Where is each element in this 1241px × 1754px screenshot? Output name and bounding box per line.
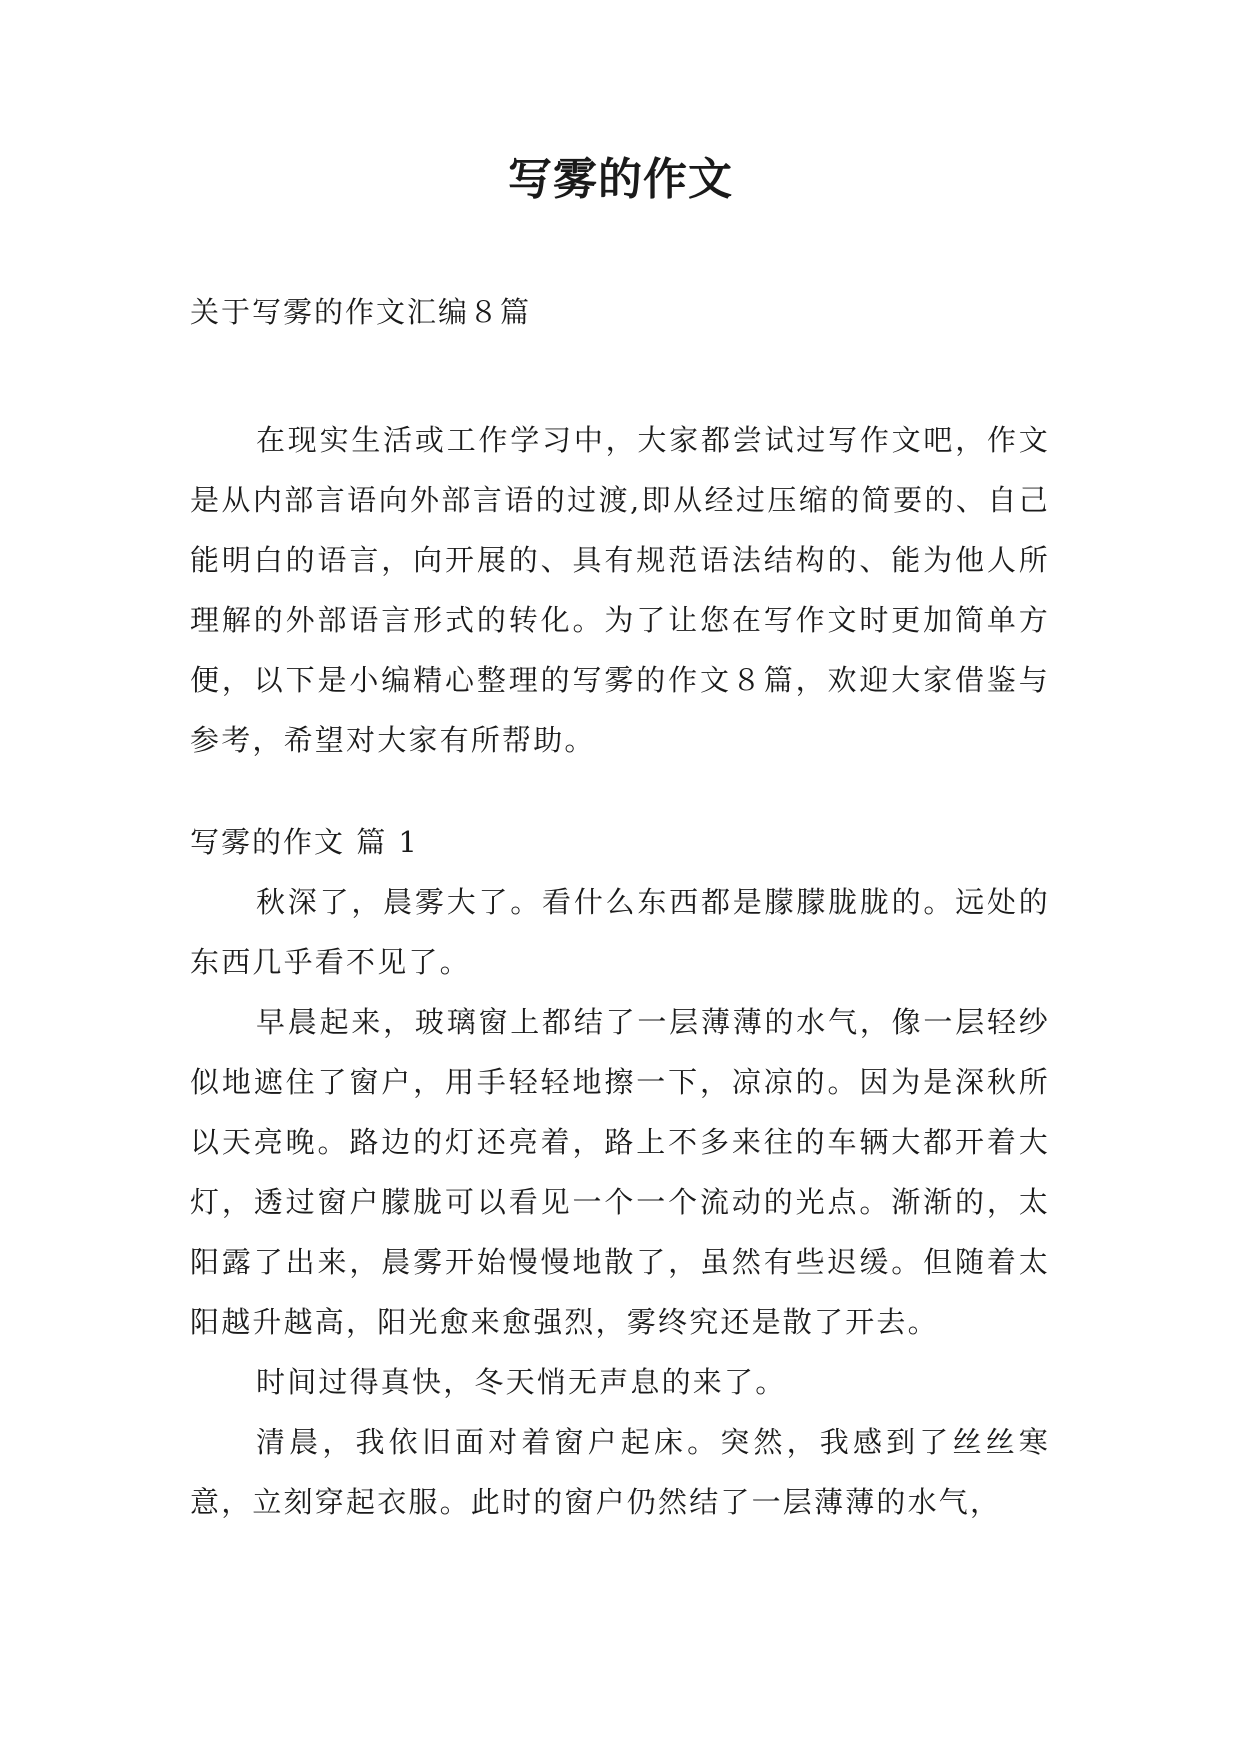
essay-paragraph: 早晨起来，玻璃窗上都结了一层薄薄的水气，像一层轻纱似地遮住了窗户，用手轻轻地擦一下，凉凉的。因为是深秋所以天亮晚。路边的灯还亮着，路上不多来往的车辆大都开着大灯，透过窗户朦胧可以看见一个一个流动的光点。渐渐的，太阳露了出来，晨雾开始慢慢地散了，虽然有些迟缓。但随着太阳越升越高，阳光愈来愈强烈，雾终究还是散了开去。 bbox=[190, 1005, 1050, 1339]
section-heading: 写雾的作文 篇 1 bbox=[190, 825, 419, 859]
essay-paragraph: 时间过得真快，冬天悄无声息的来了。 bbox=[256, 1365, 787, 1399]
document-title: 写雾的作文 bbox=[508, 154, 733, 205]
document-subtitle: 关于写雾的作文汇编８篇 bbox=[190, 295, 532, 329]
intro-paragraph: 在现实生活或工作学习中，大家都尝试过写作文吧，作文是从内部言语向外部言语的过渡,即从经过压缩的简要的、自己能明白的语言，向开展的、具有规范语法结构的、能为他人所理解的外部语言形式的转化。为了让您在写作文时更加简单方便，以下是小编精心整理的写雾的作文８篇，欢迎大家借鉴与参考，希望对大家有所帮助。 bbox=[190, 423, 1050, 757]
essay-body bbox=[190, 872, 1050, 1532]
essay-paragraph: 秋深了，晨雾大了。看什么东西都是朦朦胧胧的。远处的东西几乎看不见了。 bbox=[190, 885, 1050, 979]
essay-paragraph: 清晨，我依旧面对着窗户起床。突然，我感到了丝丝寒意，立刻穿起衣服。此时的窗户仍然结了一层薄薄的水气， bbox=[190, 1425, 1050, 1519]
